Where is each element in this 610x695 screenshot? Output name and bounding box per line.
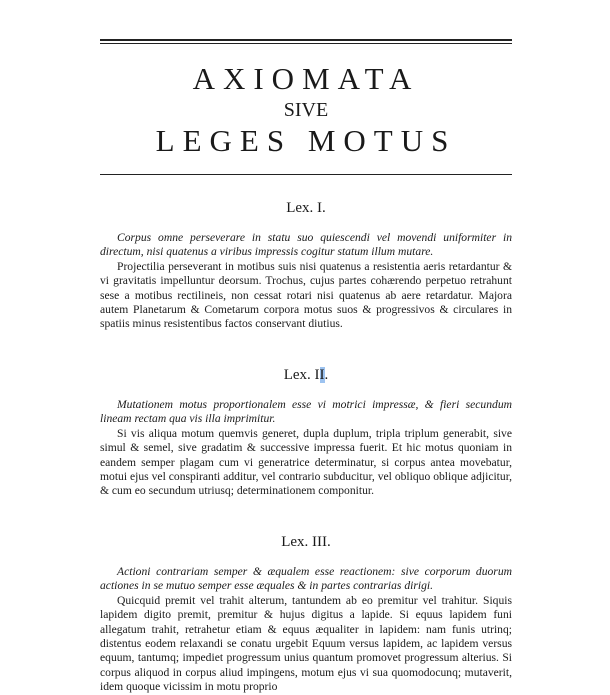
- lex-3-law: Actioni contrariam semper & æqualem esse reactionem: sive corporum duorum actiones in se mutuo semper esse æquales & in partes contrarias dirigi.: [100, 565, 512, 593]
- lex-2-law: Mutationem motus proportionalem esse vi motrici impressæ, & fieri secundum lineam rectam qua vis illa imprimitur.: [100, 398, 512, 426]
- title-bottom-rule: [100, 174, 512, 175]
- lex-3-heading: Lex. III.: [281, 534, 331, 550]
- lex-2-commentary: Si vis aliqua motum quemvis generet, dupla duplum, tripla triplum generabit, sive simul & semel, sive gradatim & successive impressa fuerit. Et hic motus quoniam in eandem semper plagam cum vi generatrice determinatur, si corpus antea movebatur, motui ejus vel conspiranti additur, vel contrario subducitur, vel obliquo oblique adjicitur, & cum eo secundum utriusq; determinationem componitur.: [100, 426, 512, 498]
- top-double-rule: [100, 39, 512, 41]
- title-line-leges-motus: LEGES MOTUS: [155, 123, 457, 158]
- title-block: [100, 60, 512, 160]
- lex-3-commentary: Quicquid premit vel trahit alterum, tantundem ab eo premitur vel trahitur. Siquis lapidem digito premit, premitur & hujus digitus a lapide. Si equus lapidem funi allegatum trahit, retrahetur etiam & equus æqualiter in lapidem: nam funis utrinq; distentus eodem relaxandi se conatu urgebit Equum versus lapidem, ac lapidem versus equum, tantumq; impediet progressum unius quantum promovet progressum alterius. Si corpus aliquod in corpus aliud impingens, motum ejus vi sua quomodocunq; mutaverit, idem quoque vicissim in motu proprio: [100, 593, 512, 694]
- section-lex-1: [100, 199, 512, 332]
- top-double-rule-thin: [100, 43, 512, 44]
- text-selection-highlight[interactable]: I: [319, 367, 325, 383]
- lex-2-heading-period: .: [324, 367, 329, 383]
- lex-1-law: Corpus omne perseverare in statu suo quiescendi vel movendi uniformiter in directum, nisi quatenus a viribus impressis cogitur statum illum mutare.: [100, 231, 512, 259]
- lex-2-heading-text: Lex. I: [283, 367, 320, 383]
- lex-1-commentary: Projectilia perseverant in motibus suis nisi quatenus a resistentia aeris retardantur & vi gravitatis impelluntur deorsum. Trochus, cujus partes cohærendo perpetuo retrahunt sese a motibus rectilineis, non cessat rotari nisi quatenus ab aere retardatur. Majora autem Planetarum & Cometarum corpora motus suos & progressivos & circulares in spatiis minus resistentibus factos conservant diutius.: [100, 259, 512, 331]
- lex-1-heading: Lex. I.: [286, 200, 326, 216]
- title-line-axiomata: AXIOMATA: [192, 61, 420, 96]
- section-lex-3: [100, 533, 512, 695]
- lex-2-heading: [100, 366, 512, 384]
- section-lex-2: [100, 366, 512, 499]
- title-line-sive: SIVE: [283, 99, 329, 121]
